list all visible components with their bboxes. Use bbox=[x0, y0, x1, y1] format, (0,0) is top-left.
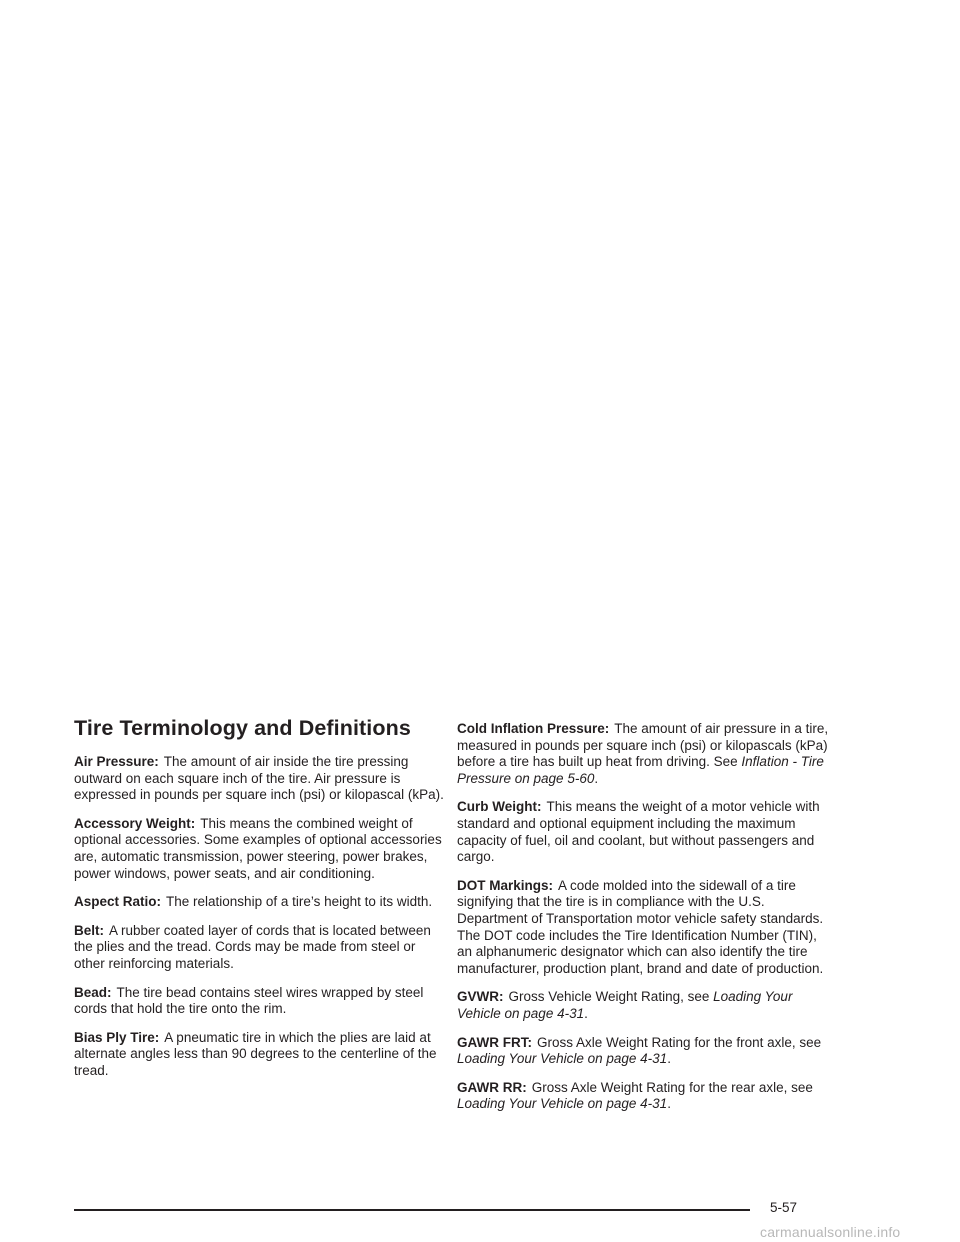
term-label: Accessory Weight: bbox=[74, 815, 196, 831]
definition-text: This means the combined weight of optional accessories. Some examples of optional accessories are, automatic transmission, power steering, power brakes, power windows, power seats, and air conditioning. bbox=[74, 815, 442, 881]
definition-text: Gross Vehicle Weight Rating, see bbox=[508, 989, 714, 1005]
definition-text-end: . bbox=[667, 1051, 671, 1067]
term-label: Belt: bbox=[74, 922, 104, 938]
left-column bbox=[74, 754, 446, 1092]
definition-bead bbox=[74, 985, 446, 1018]
definition-text: A code molded into the sidewall of a tire signifying that the tire is in compliance with the U.S. Department of Transportation motor vehicle safety standards. The DOT code includes the Tire Identification Number (TIN), an alphanumeric designator which can also identify the tire manufacturer, production plant, brand and date of production. bbox=[457, 877, 824, 976]
page-number: 5-57 bbox=[770, 1200, 798, 1215]
right-column bbox=[457, 721, 829, 1125]
definition-belt bbox=[74, 923, 446, 973]
term-label: Curb Weight: bbox=[457, 799, 542, 815]
definition-aspect-ratio bbox=[74, 894, 446, 911]
watermark: carmanualsonline.info bbox=[760, 1224, 901, 1240]
definition-gvwr bbox=[457, 989, 829, 1022]
definition-text: Gross Axle Weight Rating for the rear axle, see bbox=[531, 1079, 813, 1095]
definition-text-end: . bbox=[594, 770, 599, 786]
term-label: Cold Inflation Pressure: bbox=[457, 721, 610, 736]
definition-text-end: . bbox=[584, 1005, 588, 1021]
page-title: Tire Terminology and Definitions bbox=[74, 716, 411, 740]
definition-bias-ply-tire bbox=[74, 1030, 446, 1080]
definition-text: A pneumatic tire in which the plies are laid at alternate angles less than 90 degrees to the centerline of the tread. bbox=[74, 1029, 437, 1078]
cross-reference-link[interactable]: Loading Your Vehicle on page 4-31 bbox=[457, 1051, 668, 1067]
cross-reference-link[interactable]: Loading Your Vehicle on page 4-31 bbox=[457, 989, 793, 1021]
term-label: GAWR RR: bbox=[457, 1079, 527, 1095]
cross-reference-link[interactable]: Inflation - Tire Pressure on page 5-60 bbox=[457, 754, 824, 786]
definition-air-pressure bbox=[74, 754, 446, 804]
definition-text-end: . bbox=[667, 1096, 671, 1112]
term-label: Bead: bbox=[74, 984, 112, 1000]
definition-text: The relationship of a tire’s height to its width. bbox=[166, 894, 433, 910]
term-label: Air Pressure: bbox=[74, 754, 159, 769]
definition-dot-markings bbox=[457, 878, 829, 978]
definition-curb-weight bbox=[457, 799, 829, 865]
term-label: GAWR FRT: bbox=[457, 1034, 532, 1050]
definition-text: The amount of air pressure in a tire, measured in pounds per square inch (psi) or kilopascals (kPa) before a tire has built up heat from driving. See bbox=[457, 721, 829, 770]
cross-reference-link[interactable]: Loading Your Vehicle on page 4-31 bbox=[457, 1096, 668, 1112]
definition-text: The tire bead contains steel wires wrapped by steel cords that hold the tire onto the rim. bbox=[74, 984, 424, 1017]
term-label: Aspect Ratio: bbox=[74, 894, 162, 910]
term-label: DOT Markings: bbox=[457, 877, 554, 893]
definition-text: This means the weight of a motor vehicle with standard and optional equipment including the maximum capacity of fuel, oil and coolant, but without passengers and cargo. bbox=[457, 799, 820, 865]
term-label: Bias Ply Tire: bbox=[74, 1029, 160, 1045]
definition-text: The amount of air inside the tire pressing outward on each square inch of the tire. Air pressure is expressed in pounds per square inch (psi) or kilopascal (kPa). bbox=[74, 754, 444, 803]
term-label: GVWR: bbox=[457, 989, 504, 1005]
definition-gawr-rr bbox=[457, 1080, 829, 1113]
definition-text: Gross Axle Weight Rating for the front axle, see bbox=[537, 1034, 822, 1050]
definition-accessory-weight bbox=[74, 816, 446, 882]
footer-divider bbox=[74, 1209, 750, 1211]
definition-cold-inflation-pressure bbox=[457, 721, 829, 787]
definition-gawr-frt bbox=[457, 1035, 829, 1068]
definition-text: A rubber coated layer of cords that is located between the plies and the tread. Cords may be made from steel or other reinforcing materials. bbox=[74, 922, 431, 971]
